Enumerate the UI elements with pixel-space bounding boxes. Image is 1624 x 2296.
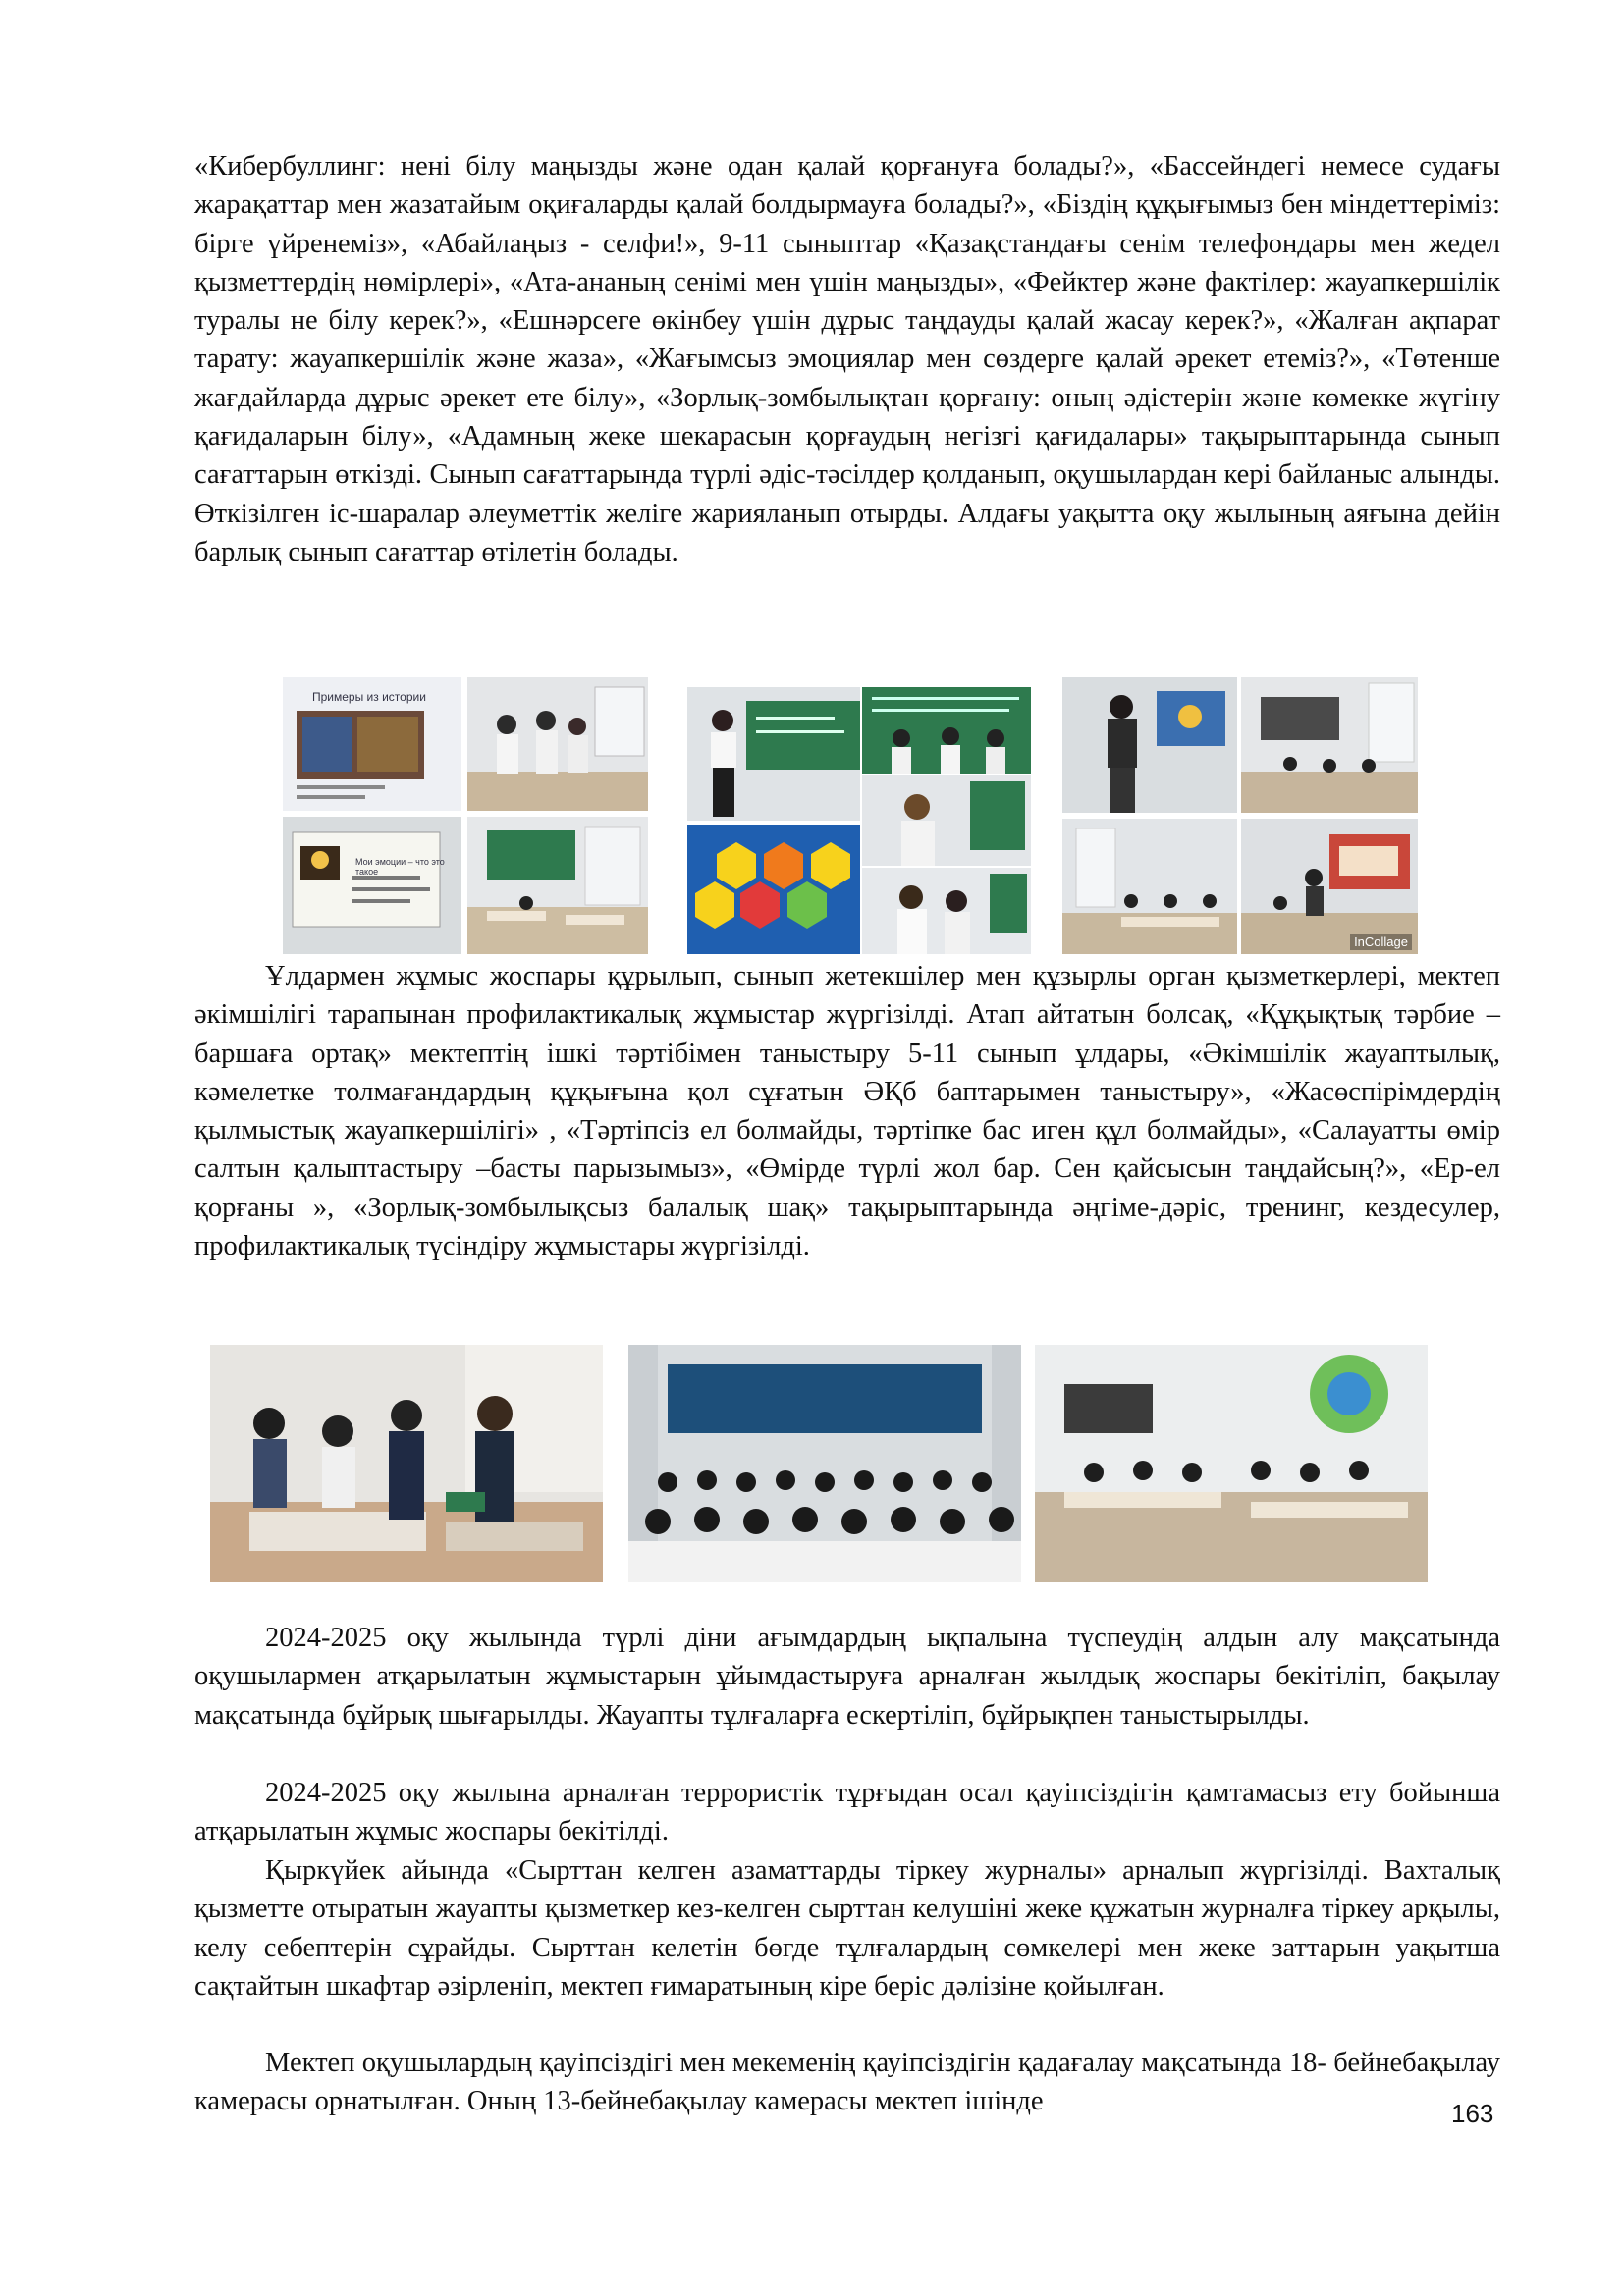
slide-title-2-text: Мои эмоции – что это такое <box>355 857 445 877</box>
paragraph-class-hours: «Кибербуллинг: нені білу маңызды және одан қалай қорғануға болады?», «Бассейндегі немесе судағы жарақаттар мен жазатайым оқиғаларды қалай болдырмауға болады?», «Біздің құқығымыз бен міндеттеріміз: бірге үйренеміз», «Абайлаңыз - селфи!», 9-11 сыныптар «Қазақстандағы сенім телефондары мен жедел қызметтердің нөмірлері», «Ата-ананың сенімі мен үшін маңызды», «Фейктер және фактілер: жауапкершілік туралы не білу керек?», «Ешнәрсеге өкінбеу үшін дұрыс таңдауды қалай жасау керек?», «Жалған ақпарат тарату: жауапкершілік және жаза», «Жағымсыз эмоциялар мен сөздерге қалай әрекет етеміз?», «Төтенше жағдайларда дұрыс әрекет ете білу», «Зорлық-зомбылықтан қорғану: оның әдістерін және көмекке жүгіну қағидаларын білу», «Адамның жеке шекарасын қорғаудың негізгі қағидалары» тақырыптарында сынып сағаттарын өткізді. Сынып сағаттарында түрлі әдіс-тәсілдер қолданып, оқушылардан кері байланыс алынды. Өткізілген іс-шаралар әлеуметтік желіге жарияланып отырды. Алдағы уақытта оқу жылының аяғына дейін барлық сынып сағаттар өтілетін болады. <box>194 151 1500 567</box>
collage-3-tile-3-classroom <box>1062 819 1237 954</box>
collage-1-tile-2-classroom <box>467 677 648 811</box>
collage-1-tile-1-slide <box>283 677 461 811</box>
paragraph-boys-work-plan: Ұлдармен жұмыс жоспары құрылып, сынып жетекшілер мен құзырлы орган қызметкерлері, мектеп әкімшілігі тарапынан профилактикалық жұмыстар жүргізілді. Атап айтатын болсақ, «Құқықтық тәрбие –баршаға ортақ» мектептің ішкі тәртібімен таныстыру 5-11 сынып ұлдары, «Әкімшілік жауаптылық, кәмелетке толмағандардың құқығына қол сұғатын ӘҚб баптарымен таныстыру», «Жасөспірімдердің қылмыстық жауапкершілігі» , «Тәртіпсіз ел болмайды, тәртіпке бас иген құл болмайды», «Салауатты өмір салтын қалыптастыру –басты парызымыз», «Өмірде түрлі жол бар. Сен қайсысын таңдайсың?», «Ер-ел қорғаны », «Зорлық-зомбылықсыз балалық шақ» тақырыптарында әңгіме-дәріс, тренинг, кездесулер, профилактикалық түсіндіру жұмыстары жүргізілді. <box>194 961 1500 1262</box>
slide-title-text: Примеры из истории <box>312 690 426 704</box>
collage-1-tile-3-slide <box>283 817 461 954</box>
collage-3-tile-4-presentation <box>1241 819 1418 954</box>
paragraph-terrorism-plan: 2024-2025 оқу жылына арналған террористік тұрғыдан осал қауіпсіздігін қамтамасыз ету бойынша атқарылатын жұмыс жоспары бекітілді. <box>194 1778 1500 1847</box>
photo-classroom-students <box>1035 1345 1428 1582</box>
page-number: 163 <box>1451 2099 1494 2128</box>
collage-3-tile-2-classroom <box>1241 677 1418 813</box>
collage-2-tile-5-girls <box>862 868 1031 954</box>
collage-2-tile-2-students <box>862 687 1031 774</box>
collage-2-tile-1-teacher <box>687 687 860 821</box>
paragraph-religious-movements: 2024-2025 оқу жылында түрлі діни ағымдардың ықпалына түспеудің алдын алу мақсатында оқушылармен атқарылатын жұмыстарын ұйымдастыруға арналған жылдық жоспары бекітіліп, бақылау мақсатында бұйрық шығарылды. Жауапты тұлғаларға ескертіліп, бұйрықпен таныстырылды. <box>194 1623 1500 1731</box>
collage-1-tile-4-classroom <box>467 817 648 954</box>
collage-3-tile-1-presenter <box>1062 677 1237 813</box>
paragraph-visitor-journal: Қыркүйек айында «Сырттан келген азаматтарды тіркеу журналы» арналып жүргізілді. Вахталық қызметте отыратын жауапты қызметкер кез-келген сырттан келушіні жеке құжатын журналға тіркеу арқылы, келу себептерін сұрайды. Сырттан келетін бөгде тұлғалардың сөмкелері мен жеке заттарын уақытша сақтайтын шкафтар әзірленіп, мектеп ғимаратының кіре беріс дәлізіне қойылған. <box>194 1855 1500 2002</box>
collage-badge-text: InCollage <box>1350 934 1412 950</box>
photo-classroom-officers <box>210 1345 603 1582</box>
paragraph-cctv: Мектеп оқушылардың қауіпсіздігі мен мекеменің қауіпсіздігін қадағалау мақсатында 18- бейнебақылау камерасы орнатылған. Оның 13-бейнебақылау камерасы мектеп ішінде <box>194 2048 1500 2117</box>
collage-2-tile-4-poster <box>687 825 860 954</box>
collage-2-tile-3-girl <box>862 775 1031 866</box>
photo-assembly-hall <box>628 1345 1021 1582</box>
